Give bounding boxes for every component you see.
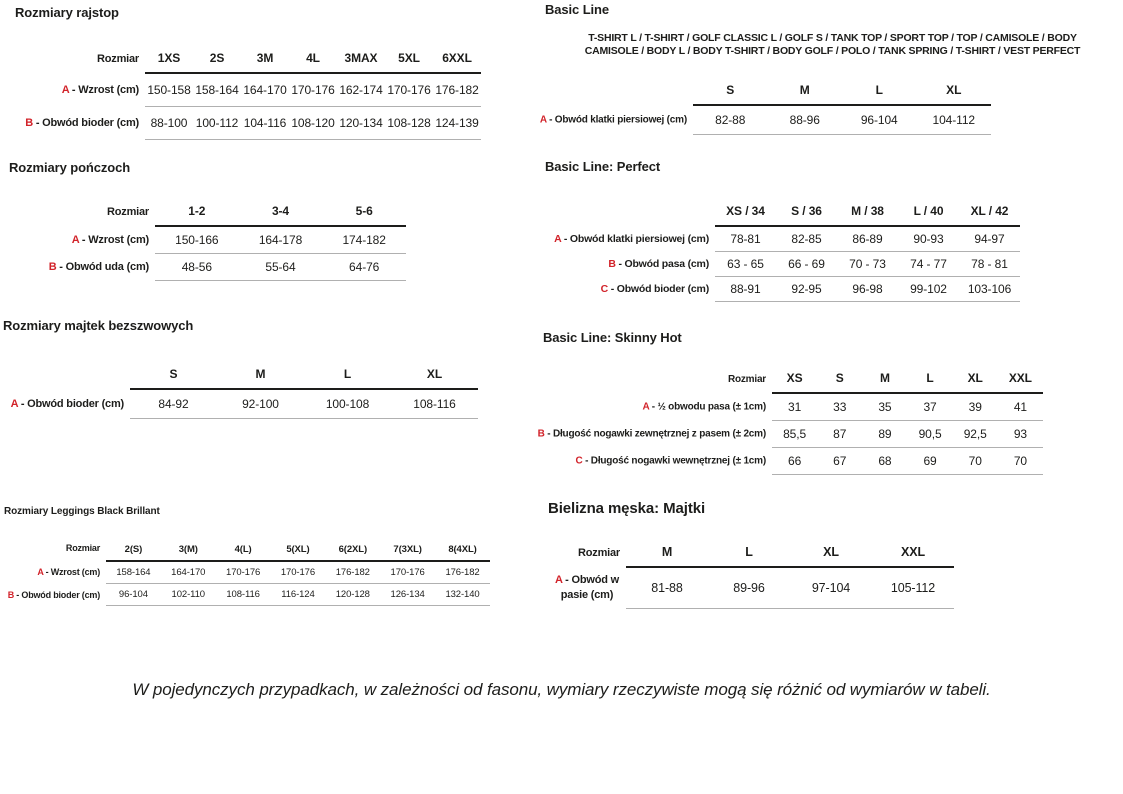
row-label [15, 107, 145, 140]
table-header-row [15, 51, 481, 73]
table-corner-label [545, 83, 693, 105]
size-value-cell: 93 [998, 421, 1043, 448]
table-corner-label [8, 544, 106, 561]
column-header: 4L [289, 51, 337, 73]
size-value-cell: 37 [907, 393, 952, 421]
row-label-text: A - Obwód klatki piersiowej (cm) [554, 232, 709, 245]
size-value-cell: 35 [862, 393, 907, 421]
corner-label-text: Rozmiar [107, 206, 149, 218]
size-value-cell: 78-81 [715, 226, 776, 252]
size-table-grid [548, 545, 954, 609]
size-value-cell: 31 [772, 393, 817, 421]
size-value-cell: 170-176 [380, 561, 435, 584]
section-rozmiary-leggings-black-brillant [4, 506, 490, 606]
table-corner-label [545, 204, 715, 226]
size-value-cell: 100-108 [304, 389, 391, 419]
column-header: 7(3XL) [380, 544, 435, 561]
column-header: 2(S) [106, 544, 161, 561]
size-value-cell: 108-116 [391, 389, 478, 419]
size-value-cell: 105-112 [872, 567, 954, 609]
row-label [8, 561, 106, 584]
size-value-cell: 170-176 [216, 561, 271, 584]
row-label-text: B - Obwód uda (cm) [48, 261, 149, 273]
section-basic-line [539, 2, 1120, 135]
size-value-cell: 100-112 [193, 107, 241, 140]
measure-letter: B [25, 117, 33, 129]
table-row [55, 254, 406, 281]
row-label [15, 73, 145, 107]
column-header: XL [917, 83, 992, 105]
column-header: 1-2 [155, 204, 239, 226]
size-value-cell: 176-182 [325, 561, 380, 584]
size-value-cell: 88-100 [145, 107, 193, 140]
row-label-text: B - Obwód bioder (cm) [7, 589, 100, 600]
measure-letter: A [539, 114, 547, 126]
table-header-row [8, 544, 490, 561]
row-label-text: B - Obwód bioder (cm) [25, 117, 139, 129]
size-value-cell: 82-85 [776, 226, 837, 252]
measure-letter: B [537, 428, 545, 440]
row-label [545, 226, 715, 252]
size-value-cell: 39 [953, 393, 998, 421]
size-value-cell: 176-182 [433, 73, 481, 107]
size-value-cell: 124-139 [433, 107, 481, 140]
column-header: M [217, 367, 304, 389]
size-value-cell: 85,5 [772, 421, 817, 448]
size-value-cell: 162-174 [337, 73, 385, 107]
measure-letter: A [71, 233, 80, 246]
size-value-cell: 116-124 [271, 584, 326, 606]
row-label [545, 252, 715, 277]
size-value-cell: 176-182 [435, 561, 490, 584]
size-value-cell: 88-91 [715, 277, 776, 302]
table-corner-label [548, 545, 626, 567]
size-value-cell: 86-89 [837, 226, 898, 252]
row-label-text: A - Obwód bioder (cm) [10, 397, 124, 410]
section-rozmiary-rajstop [15, 5, 481, 140]
size-value-cell: 64-76 [322, 254, 406, 281]
column-header: L [907, 371, 952, 393]
column-header: 5-6 [322, 204, 406, 226]
row-label [8, 584, 106, 606]
column-header: L [842, 83, 917, 105]
column-header: 4(L) [216, 544, 271, 561]
section-bielizna-meska-majtki [548, 500, 954, 609]
column-header: XXL [998, 371, 1043, 393]
column-header: 3M [241, 51, 289, 73]
section-rozmiary-majtek-bezszwowych [3, 318, 478, 419]
size-table-grid [15, 51, 481, 140]
section-title: Rozmiary Leggings Black Brillant [4, 506, 160, 517]
size-value-cell: 41 [998, 393, 1043, 421]
row-label [537, 421, 772, 448]
row-label-text: A - Obwód w pasie (cm) [554, 573, 619, 601]
table-row [8, 584, 490, 606]
section-title: Bielizna męska: Majtki [548, 500, 706, 517]
footer-note: W pojedynczych przypadkach, w zależności od fasonu, wymiary rzeczywiste mogą się różnić od wymiarów w tabeli. [132, 680, 991, 699]
row-label-text: A - Wzrost (cm) [37, 567, 100, 578]
row-label-text: C - Obwód bioder (cm) [600, 283, 709, 295]
size-value-cell: 104-112 [917, 105, 992, 135]
size-value-cell: 170-176 [271, 561, 326, 584]
measure-letter: B [48, 261, 57, 273]
size-value-cell: 96-104 [842, 105, 917, 135]
section-title: Rozmiary pończoch [9, 160, 131, 175]
size-value-cell: 69 [907, 448, 952, 475]
size-value-cell: 132-140 [435, 584, 490, 606]
corner-label-text: Rozmiar [578, 547, 620, 559]
table-header-row [55, 204, 406, 226]
row-label-text: A - Obwód klatki piersiowej (cm) [539, 114, 687, 126]
size-table-basic-line [539, 83, 1120, 135]
section-basic-line-skinny-hot [537, 330, 1043, 475]
product-list [545, 32, 1120, 58]
size-value-cell: 82-88 [693, 105, 768, 135]
column-header: XXL [872, 545, 954, 567]
size-value-cell: 120-134 [337, 107, 385, 140]
column-header: S [693, 83, 768, 105]
section-title: Rozmiary majtek bezszwowych [3, 318, 194, 333]
size-value-cell: 33 [817, 393, 862, 421]
table-header-row [545, 204, 1020, 226]
column-header: L [304, 367, 391, 389]
column-header: XS [772, 371, 817, 393]
column-header: XS / 34 [715, 204, 776, 226]
size-value-cell: 70 - 73 [837, 252, 898, 277]
column-header: M [862, 371, 907, 393]
section-title: Rozmiary rajstop [15, 5, 119, 20]
table-row [0, 389, 478, 419]
size-value-cell: 126-134 [380, 584, 435, 606]
size-value-cell: 81-88 [626, 567, 708, 609]
row-label [548, 567, 626, 609]
size-table-grid [8, 544, 490, 606]
column-header: M / 38 [837, 204, 898, 226]
measure-letter: A [554, 232, 562, 245]
size-table-majtki-bezszwowe [0, 367, 478, 419]
size-value-cell: 150-158 [145, 73, 193, 107]
size-value-cell: 164-178 [239, 226, 323, 254]
column-header: XL [790, 545, 872, 567]
corner-label-text: Rozmiar [727, 374, 766, 385]
size-value-cell: 108-128 [385, 107, 433, 140]
size-table-skinny-hot [537, 371, 1043, 475]
size-value-cell: 89 [862, 421, 907, 448]
size-value-cell: 88-96 [768, 105, 843, 135]
column-header: 8(4XL) [435, 544, 490, 561]
table-row [8, 561, 490, 584]
row-label [539, 105, 693, 135]
table-row [15, 107, 481, 140]
table-header-row [0, 367, 478, 389]
size-value-cell: 158-164 [106, 561, 161, 584]
section-basic-line-perfect [545, 159, 1020, 302]
column-header: XL / 42 [959, 204, 1020, 226]
column-header: L / 40 [898, 204, 959, 226]
row-label-text: A - Wzrost (cm) [71, 233, 149, 246]
column-header: 5(XL) [271, 544, 326, 561]
table-row [548, 567, 954, 609]
section-title: Basic Line: Skinny Hot [543, 330, 682, 345]
row-label [48, 254, 155, 281]
table-corner-label [0, 367, 130, 389]
row-label [545, 448, 772, 475]
corner-label-text: Rozmiar [97, 53, 139, 65]
size-value-cell: 67 [817, 448, 862, 475]
column-header: 3-4 [239, 204, 323, 226]
size-value-cell: 96-98 [837, 277, 898, 302]
measure-letter: A [554, 573, 563, 586]
size-value-cell: 104-116 [241, 107, 289, 140]
size-table-perfect [545, 204, 1020, 302]
table-corner-label [545, 371, 772, 393]
size-value-cell: 96-104 [106, 584, 161, 606]
size-value-cell: 55-64 [239, 254, 323, 281]
row-label-text: B - Obwód pasa (cm) [608, 258, 709, 270]
size-value-cell: 174-182 [322, 226, 406, 254]
size-value-cell: 87 [817, 421, 862, 448]
table-row [545, 277, 1020, 302]
size-value-cell: 84-92 [130, 389, 217, 419]
size-value-cell: 99-102 [898, 277, 959, 302]
table-header-row [548, 545, 954, 567]
measure-letter: B [608, 258, 616, 270]
size-value-cell: 108-116 [216, 584, 271, 606]
size-value-cell: 97-104 [790, 567, 872, 609]
section-rozmiary-ponczoch [9, 160, 406, 281]
table-corner-label [15, 51, 145, 73]
table-corner-label [55, 204, 155, 226]
measure-letter: A [10, 397, 18, 410]
size-value-cell: 90-93 [898, 226, 959, 252]
size-value-cell: 94-97 [959, 226, 1020, 252]
size-value-cell: 66 [772, 448, 817, 475]
size-value-cell: 70 [953, 448, 998, 475]
size-value-cell: 70 [998, 448, 1043, 475]
column-header: 6XXL [433, 51, 481, 73]
size-value-cell: 158-164 [193, 73, 241, 107]
column-header: 5XL [385, 51, 433, 73]
row-label-text: B - Długość nogawki zewnętrznej z pasem (± 2cm) [537, 428, 766, 440]
table-row [55, 226, 406, 254]
size-value-cell: 89-96 [708, 567, 790, 609]
measure-letter: B [7, 589, 14, 600]
column-header: 3MAX [337, 51, 385, 73]
size-value-cell: 164-170 [241, 73, 289, 107]
corner-label-text: Rozmiar [65, 543, 100, 553]
section-title: Basic Line [545, 2, 610, 17]
measure-letter: A [61, 83, 70, 96]
table-row [545, 105, 991, 135]
table-row [545, 226, 1020, 252]
product-list-line: CAMISOLE / BODY L / BODY T-SHIRT / BODY GOLF / POLO / TANK SPRING / T-SHIRT / VEST PERFECT [584, 45, 1081, 58]
size-table-grid [48, 204, 406, 281]
size-value-cell: 103-106 [959, 277, 1020, 302]
column-header: S [817, 371, 862, 393]
column-header: XL [391, 367, 478, 389]
size-table-grid [537, 371, 1043, 475]
table-row [545, 421, 1043, 448]
section-title: Basic Line: Perfect [545, 159, 661, 174]
size-value-cell: 120-128 [325, 584, 380, 606]
row-label [0, 389, 130, 419]
column-header: XL [953, 371, 998, 393]
size-value-cell: 170-176 [385, 73, 433, 107]
row-label [545, 393, 772, 421]
column-header: M [626, 545, 708, 567]
size-table-leggings [8, 544, 490, 606]
size-table-bielizna-meska [548, 545, 954, 609]
size-value-cell: 92,5 [953, 421, 998, 448]
size-value-cell: 68 [862, 448, 907, 475]
size-table-ponczochy [48, 204, 406, 281]
size-table-rajstopy [15, 51, 481, 140]
size-value-cell: 170-176 [289, 73, 337, 107]
column-header: 1XS [145, 51, 193, 73]
size-table-grid [539, 83, 991, 135]
row-label [55, 226, 155, 254]
measure-letter: A [37, 567, 44, 578]
size-value-cell: 108-120 [289, 107, 337, 140]
column-header: 6(2XL) [325, 544, 380, 561]
table-header-row [545, 83, 991, 105]
table-row [545, 252, 1020, 277]
measure-letter: C [575, 455, 583, 467]
size-value-cell: 48-56 [155, 254, 239, 281]
size-value-cell: 90,5 [907, 421, 952, 448]
product-list-line: T-SHIRT L / T-SHIRT / GOLF CLASSIC L / GOLF S / TANK TOP / SPORT TOP / TOP / CAMISOLE / BODY [588, 32, 1077, 44]
size-table-grid [545, 204, 1020, 302]
measure-letter: C [600, 283, 608, 295]
size-value-cell: 63 - 65 [715, 252, 776, 277]
column-header: L [708, 545, 790, 567]
column-header: S [130, 367, 217, 389]
column-header: 3(M) [161, 544, 216, 561]
measure-letter: A [642, 401, 650, 413]
size-value-cell: 92-100 [217, 389, 304, 419]
column-header: S / 36 [776, 204, 837, 226]
column-header: M [768, 83, 843, 105]
size-value-cell: 92-95 [776, 277, 837, 302]
size-value-cell: 164-170 [161, 561, 216, 584]
size-value-cell: 102-110 [161, 584, 216, 606]
row-label [545, 277, 715, 302]
row-label-text: A - Wzrost (cm) [61, 83, 139, 96]
table-row [15, 73, 481, 107]
size-value-cell: 66 - 69 [776, 252, 837, 277]
table-header-row [545, 371, 1043, 393]
row-label-text: C - Długość nogawki wewnętrznej (± 1cm) [575, 455, 766, 467]
size-table-grid [0, 367, 478, 419]
size-value-cell: 78 - 81 [959, 252, 1020, 277]
size-value-cell: 74 - 77 [898, 252, 959, 277]
table-row [545, 448, 1043, 475]
column-header: 2S [193, 51, 241, 73]
table-row [545, 393, 1043, 421]
size-value-cell: 150-166 [155, 226, 239, 254]
row-label-text: A - ½ obwodu pasa (± 1cm) [642, 401, 766, 413]
